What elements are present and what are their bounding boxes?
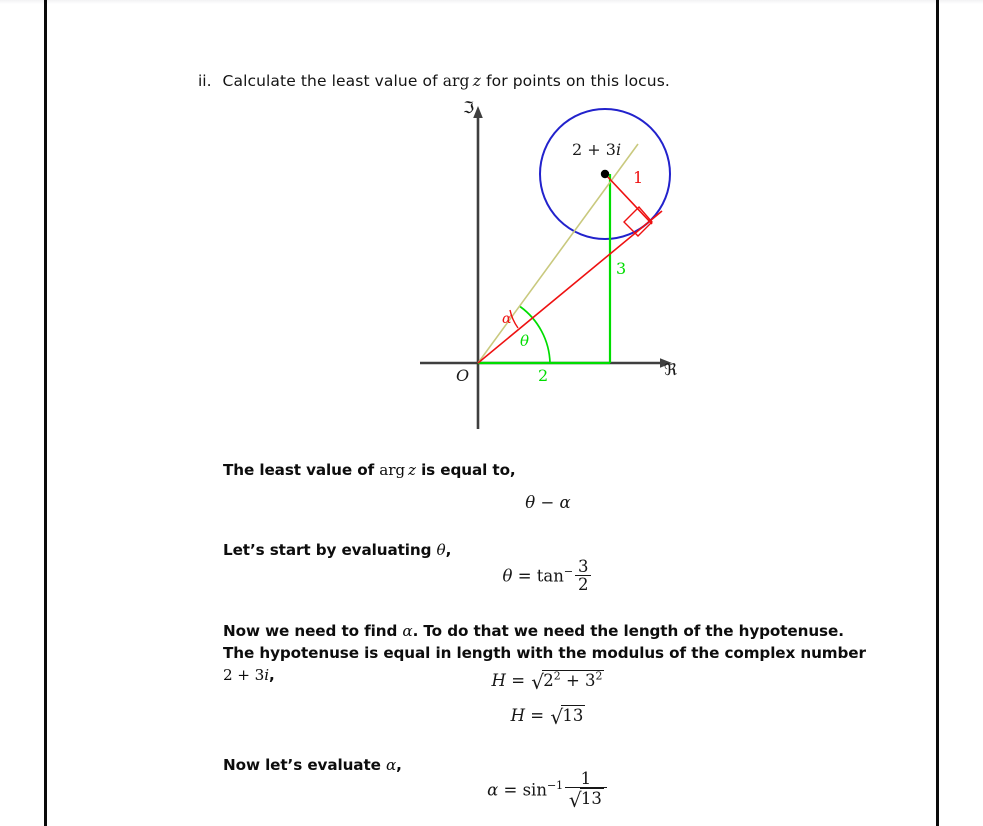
page-left-rule (44, 0, 47, 826)
alpha-label: α (502, 311, 512, 327)
statement-evaluate-theta-a: Let’s start by evaluating (223, 541, 437, 559)
item-text-after: for points on this locus. (481, 72, 670, 90)
statement-evaluate-alpha-math: α (386, 756, 397, 774)
formula-alpha-num: 1 (580, 769, 592, 788)
tangent-ray-olive (478, 144, 638, 363)
statement-find-alpha-l1a: Now we need to find (223, 622, 403, 640)
horizontal-leg-label: 2 (538, 366, 549, 385)
formula-hyp-squared (223, 669, 873, 694)
formula-theta-lhs: θ (502, 566, 513, 586)
formula-theta-num: 3 (577, 557, 589, 576)
centre-label: 2 + 3i (572, 140, 622, 159)
formula-alpha-fn: sin (522, 780, 547, 800)
formula-theta-fraction (575, 558, 592, 595)
item-marker: ii. (198, 72, 212, 90)
statement-find-alpha-l2math: 2 + 3i (223, 666, 270, 685)
statement-least-value (223, 459, 516, 481)
item-text-before: Calculate the least value of (222, 72, 443, 90)
formula-hyp-squared-expa: 2 (553, 669, 561, 683)
formula-least-value-theta: θ (525, 493, 536, 512)
statement-least-value-a: The least value of (223, 461, 380, 479)
formula-alpha-den-radicand: 13 (580, 789, 602, 809)
formula-theta-eq: = (517, 566, 532, 586)
formula-alpha-fraction (565, 769, 607, 813)
formula-theta-fn: tan (536, 566, 564, 586)
formula-hyp-squared-radical (531, 669, 604, 694)
theta-label: θ (520, 332, 530, 350)
vertical-leg-label: 3 (616, 259, 627, 278)
formula-alpha-eq: = (503, 780, 518, 800)
formula-hyp-value-radicand: 13 (562, 706, 584, 725)
formula-hyp-squared-plus: + (565, 671, 580, 690)
radical-sign-icon: √ (568, 788, 582, 813)
centre-point (601, 170, 609, 178)
statement-find-alpha-l2a: hypotenuse is equal in length with the modulus of the complex number (259, 644, 866, 663)
formula-hyp-squared-a: 2 (543, 671, 554, 690)
formula-least-value-alpha: α (559, 493, 571, 512)
formula-hyp-value (223, 705, 873, 729)
statement-evaluate-alpha-a: Now let’s evaluate (223, 756, 386, 774)
formula-hyp-squared-lhs: H (491, 671, 506, 690)
formula-hyp-value-eq: = (530, 706, 545, 725)
formula-least-value (223, 493, 873, 512)
question-item-ii (198, 72, 898, 90)
statement-find-alpha-l2b: , (269, 666, 275, 685)
formula-alpha-lhs: α (487, 780, 499, 800)
formula-hyp-squared-b: 3 (585, 671, 596, 690)
radius-length-label: 1 (633, 168, 644, 187)
formula-alpha-exponent: −1 (546, 779, 563, 793)
page-top-edge (0, 0, 983, 4)
statement-evaluate-alpha-b: , (396, 756, 402, 774)
formula-alpha (223, 769, 873, 813)
statement-find-alpha-l1math: α (402, 622, 413, 640)
radical-sign-icon: √ (550, 705, 564, 729)
formula-least-value-minus: − (540, 493, 555, 512)
statement-least-value-b: is equal to, (415, 461, 516, 479)
formula-theta-exponent: − (563, 565, 573, 579)
radical-sign-icon: √ (531, 670, 545, 694)
argand-diagram (390, 96, 710, 441)
origin-label: O (456, 366, 470, 385)
item-text (223, 72, 670, 90)
red-ray (478, 211, 662, 363)
formula-alpha-den (565, 787, 607, 813)
formula-hyp-squared-eq: = (511, 671, 526, 690)
formula-theta (223, 558, 873, 595)
formula-hyp-value-radical (550, 705, 585, 729)
statement-least-value-math: arg z (379, 461, 416, 479)
statement-evaluate-theta-b: , (445, 541, 452, 559)
item-inline-math: arg z (442, 72, 482, 90)
radius-segment (605, 174, 652, 224)
statement-evaluate-theta-math: θ (436, 541, 446, 559)
page-right-rule (936, 0, 939, 826)
formula-hyp-value-lhs: H (510, 706, 526, 725)
formula-hyp-squared-expb: 2 (595, 669, 603, 683)
formula-theta-den: 2 (575, 575, 592, 594)
statement-find-alpha-l1b: . To do that we need the length of the hypotenuse. The (223, 622, 844, 663)
imaginary-axis-label: ℑ (463, 98, 475, 117)
real-axis-label: ℜ (664, 360, 678, 379)
